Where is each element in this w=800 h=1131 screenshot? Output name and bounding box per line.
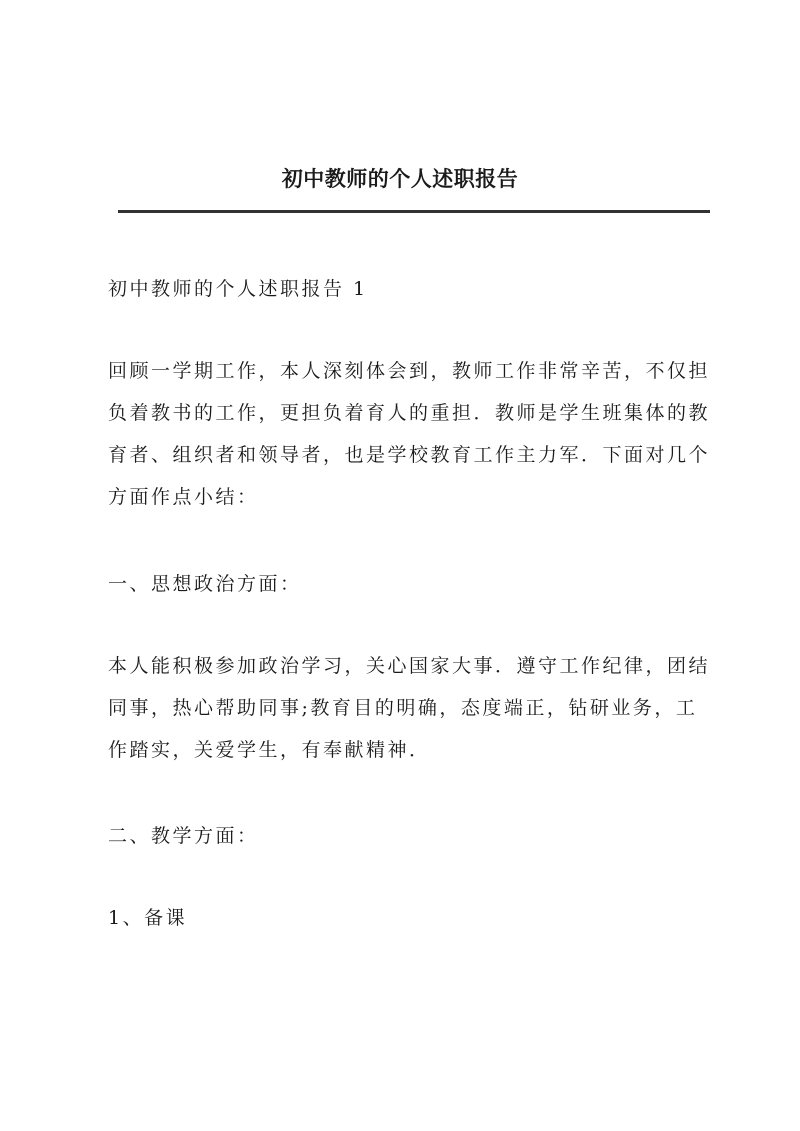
politics-paragraph: 本人能积极参加政治学习，关心国家大事．遵守工作纪律，团结同事，热心帮助同事;教育目的明确，态度端正，钻研业务，工作踏实，关爱学生，有奉献精神．: [108, 655, 711, 761]
section-heading-teaching: 二、教学方面：: [108, 825, 259, 847]
title-divider: [118, 210, 710, 213]
section-heading-politics: 一、思想政治方面：: [108, 573, 302, 595]
intro-paragraph: 回顾一学期工作，本人深刻体会到，教师工作非常辛苦，不仅担负着教书的工作，更担负着育人的重担．教师是学生班集体的教育者、组织者和领导者，也是学校教育工作主力军．下面对几个方面作点小结：: [108, 360, 711, 508]
document-title: 初中教师的个人述职报告: [281, 166, 519, 191]
report-heading: 初中教师的个人述职报告 1: [108, 278, 368, 300]
subsection-heading-lesson-prep: 1、备课: [108, 907, 188, 929]
